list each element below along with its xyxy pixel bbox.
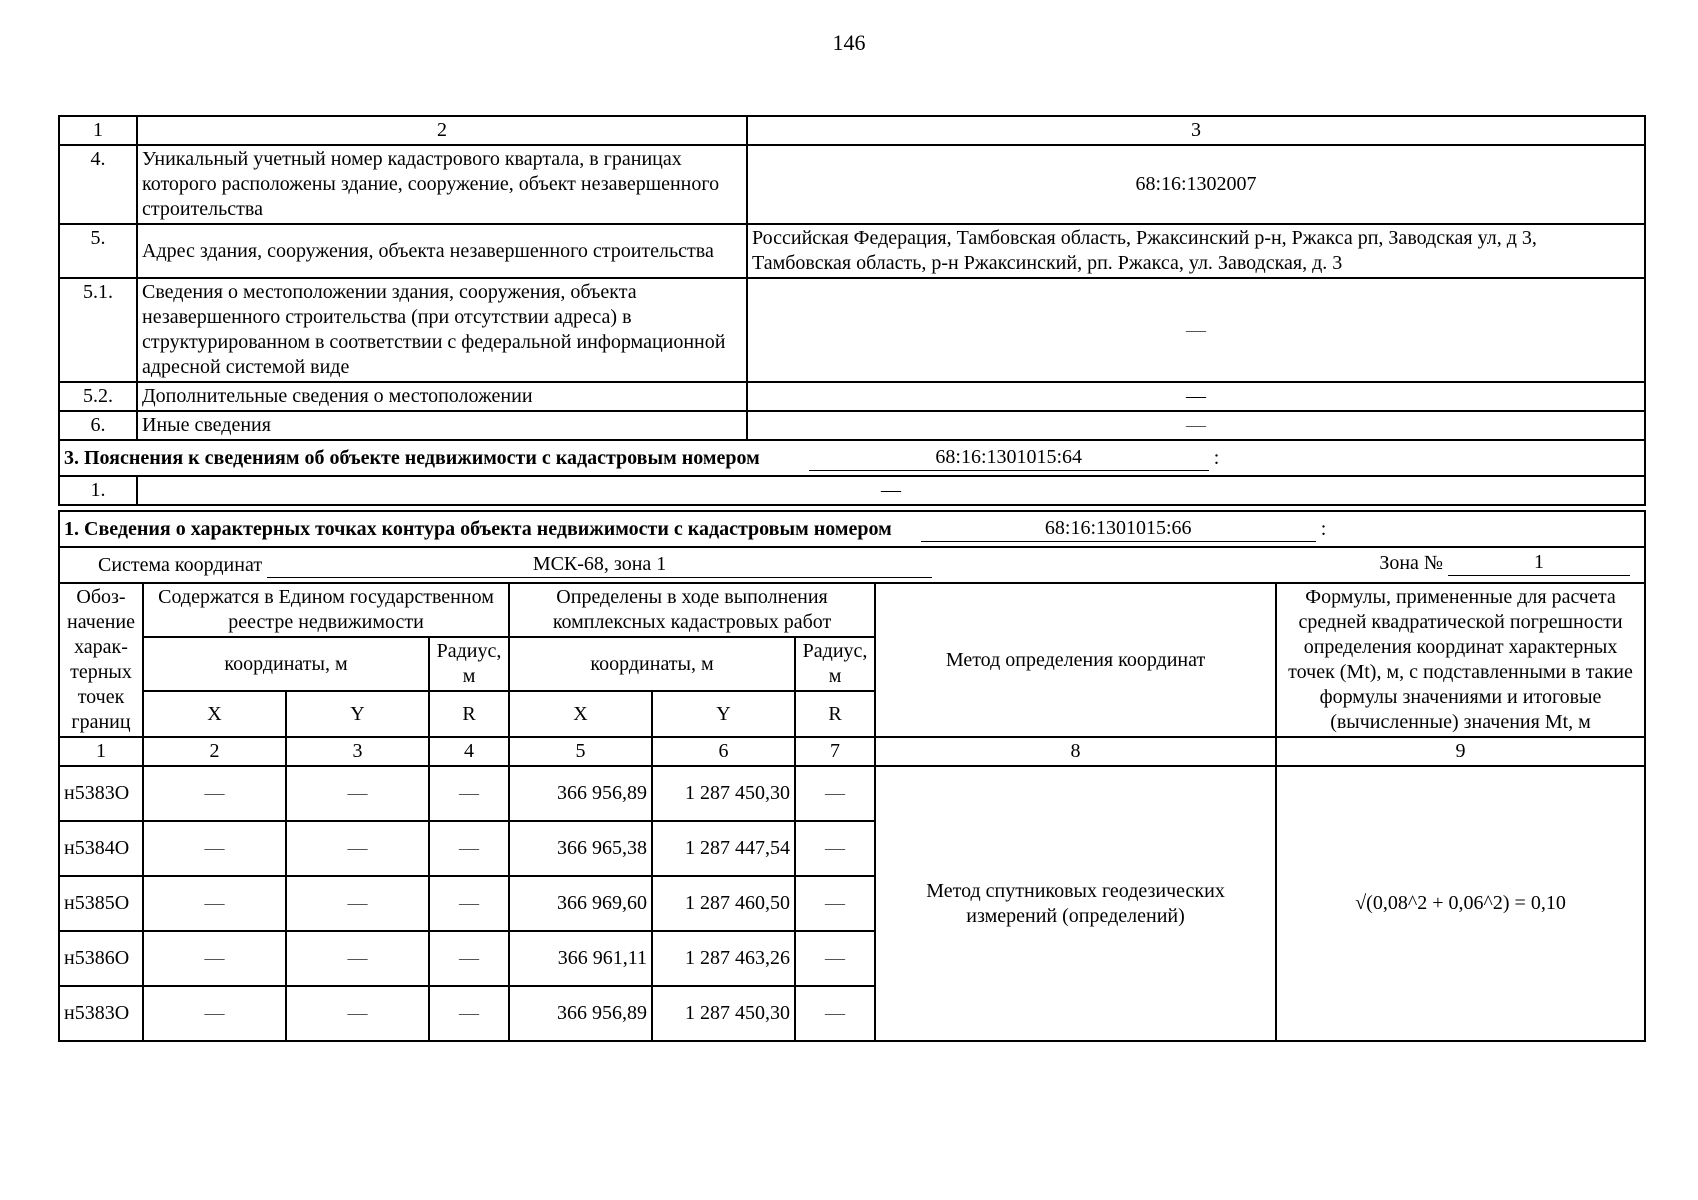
point-y: 1 287 447,54	[652, 821, 795, 876]
row-label: Иные сведения	[137, 411, 747, 440]
col-number: 6	[652, 737, 795, 766]
explanations-row	[59, 476, 1645, 505]
egrn-r: —	[429, 986, 509, 1041]
egrn-x: —	[143, 876, 286, 931]
egrn-y: —	[286, 986, 429, 1041]
col-number: 3	[286, 737, 429, 766]
egrn-header: Содержатся в Едином государственном реестре недвижимости	[143, 583, 509, 637]
coord-system-value: МСК-68, зона 1	[267, 552, 932, 578]
determined-x-header: X	[509, 691, 652, 737]
egrn-coords-header: координаты, м	[143, 637, 429, 691]
point-designation: н5383О	[59, 986, 143, 1041]
zone-label: Зона №	[1379, 552, 1443, 574]
row-label: Уникальный учетный номер кадастрового квартала, в границах которого расположены здание, сооружение, объект незавершенного строительства	[137, 145, 747, 224]
method-header: Метод определения координат	[875, 583, 1276, 737]
col-header-3: 3	[747, 116, 1645, 145]
egrn-r: —	[429, 931, 509, 986]
explanations-row-number: 1.	[59, 476, 137, 505]
row-label: Дополнительные сведения о местоположении	[137, 382, 747, 411]
point-y: 1 287 463,26	[652, 931, 795, 986]
document-sheet	[58, 115, 1646, 1042]
point-designation: н5383О	[59, 766, 143, 821]
point-x: 366 961,11	[509, 931, 652, 986]
col-number: 1	[59, 737, 143, 766]
column-number-row	[59, 737, 1645, 766]
designation-header: Обоз-начение харак-терных точек границ	[59, 583, 143, 737]
formulas-header: Формулы, примененные для расчета средней квадратической погрешности определения координат характерных точек (Mt), м, с подставленными в такие формулы значениями и итоговые (вычисленные) значения Mt, м	[1276, 583, 1645, 737]
determined-r-header: R	[795, 691, 875, 737]
col-number: 5	[509, 737, 652, 766]
point-y: 1 287 450,30	[652, 986, 795, 1041]
col-header-1: 1	[59, 116, 137, 145]
coord-system-label: Система координат	[98, 554, 263, 576]
points-title-row	[59, 511, 1645, 547]
row-number: 5.2.	[59, 382, 137, 411]
zone-value: 1	[1448, 550, 1630, 576]
row-number: 4.	[59, 145, 137, 224]
info-table	[58, 115, 1646, 441]
row-label: Адрес здания, сооружения, объекта незавершенного строительства	[137, 224, 747, 278]
method-value: Метод спутниковых геодезических измерений (определений)	[875, 766, 1276, 1041]
points-colon: :	[1320, 518, 1327, 540]
points-title: 1. Сведения о характерных точках контура объекта недвижимости с кадастровым номером	[64, 518, 892, 540]
egrn-radius-header: Радиус, м	[429, 637, 509, 691]
egrn-r: —	[429, 766, 509, 821]
egrn-y-header: Y	[286, 691, 429, 737]
point-x: 366 969,60	[509, 876, 652, 931]
determined-coords-header: координаты, м	[509, 637, 795, 691]
point-y: 1 287 450,30	[652, 766, 795, 821]
column-number-row	[59, 116, 1645, 145]
row-number: 6.	[59, 411, 137, 440]
point-r: —	[795, 986, 875, 1041]
egrn-x-header: X	[143, 691, 286, 737]
point-x: 366 956,89	[509, 986, 652, 1041]
col-number: 4	[429, 737, 509, 766]
egrn-x: —	[143, 821, 286, 876]
col-number: 2	[143, 737, 286, 766]
col-number: 8	[875, 737, 1276, 766]
explanations-table	[58, 439, 1646, 506]
point-x: 366 956,89	[509, 766, 652, 821]
col-header-2: 2	[137, 116, 747, 145]
egrn-x: —	[143, 931, 286, 986]
determined-header: Определены в ходе выполнения комплексных кадастровых работ	[509, 583, 875, 637]
col-number: 7	[795, 737, 875, 766]
explanations-colon: :	[1213, 447, 1220, 469]
points-table	[58, 582, 1646, 1042]
row-value: —	[747, 411, 1645, 440]
point-r: —	[795, 931, 875, 986]
egrn-y: —	[286, 876, 429, 931]
formula-value: √(0,08^2 + 0,06^2) = 0,10	[1276, 766, 1645, 1041]
points-header-row-1	[59, 583, 1645, 637]
points-cadastral-number: 68:16:1301015:66	[921, 516, 1316, 542]
page-number: 146	[832, 30, 866, 55]
points-section-header	[58, 510, 1646, 584]
info-row	[59, 411, 1645, 440]
point-x: 366 965,38	[509, 821, 652, 876]
row-number: 5.1.	[59, 278, 137, 382]
explanations-row-value: —	[137, 476, 1645, 505]
info-row	[59, 278, 1645, 382]
egrn-x: —	[143, 986, 286, 1041]
row-value: —	[747, 382, 1645, 411]
row-number: 5.	[59, 224, 137, 278]
determined-y-header: Y	[652, 691, 795, 737]
egrn-r-header: R	[429, 691, 509, 737]
egrn-x: —	[143, 766, 286, 821]
determined-radius-header: Радиус, м	[795, 637, 875, 691]
explanations-cadastral-number: 68:16:1301015:64	[809, 445, 1209, 471]
point-y: 1 287 460,50	[652, 876, 795, 931]
row-value: Российская Федерация, Тамбовская область, Ржаксинский р-н, Ржакса рп, Заводская ул, д 3, Тамбовская область, р-н Ржаксинский, рп. Ржакса, ул. Заводская, д. 3	[747, 224, 1645, 278]
explanations-header-row	[59, 440, 1645, 476]
row-label: Сведения о местоположении здания, сооружения, объекта незавершенного строительства (при отсутствии адреса) в структурированном в соответствии с федеральной информационной адресной системой виде	[137, 278, 747, 382]
info-row	[59, 382, 1645, 411]
egrn-y: —	[286, 766, 429, 821]
point-r: —	[795, 821, 875, 876]
point-r: —	[795, 876, 875, 931]
point-designation: н5385О	[59, 876, 143, 931]
point-r: —	[795, 766, 875, 821]
info-row	[59, 145, 1645, 224]
egrn-r: —	[429, 876, 509, 931]
point-designation: н5384О	[59, 821, 143, 876]
table-row	[59, 766, 1645, 821]
explanations-title: 3. Пояснения к сведениям об объекте недвижимости с кадастровым номером	[64, 447, 760, 469]
egrn-r: —	[429, 821, 509, 876]
egrn-y: —	[286, 821, 429, 876]
point-designation: н5386О	[59, 931, 143, 986]
coord-system-row	[59, 547, 1645, 583]
row-value: —	[747, 278, 1645, 382]
row-value: 68:16:1302007	[747, 145, 1645, 224]
egrn-y: —	[286, 931, 429, 986]
info-row	[59, 224, 1645, 278]
col-number: 9	[1276, 737, 1645, 766]
